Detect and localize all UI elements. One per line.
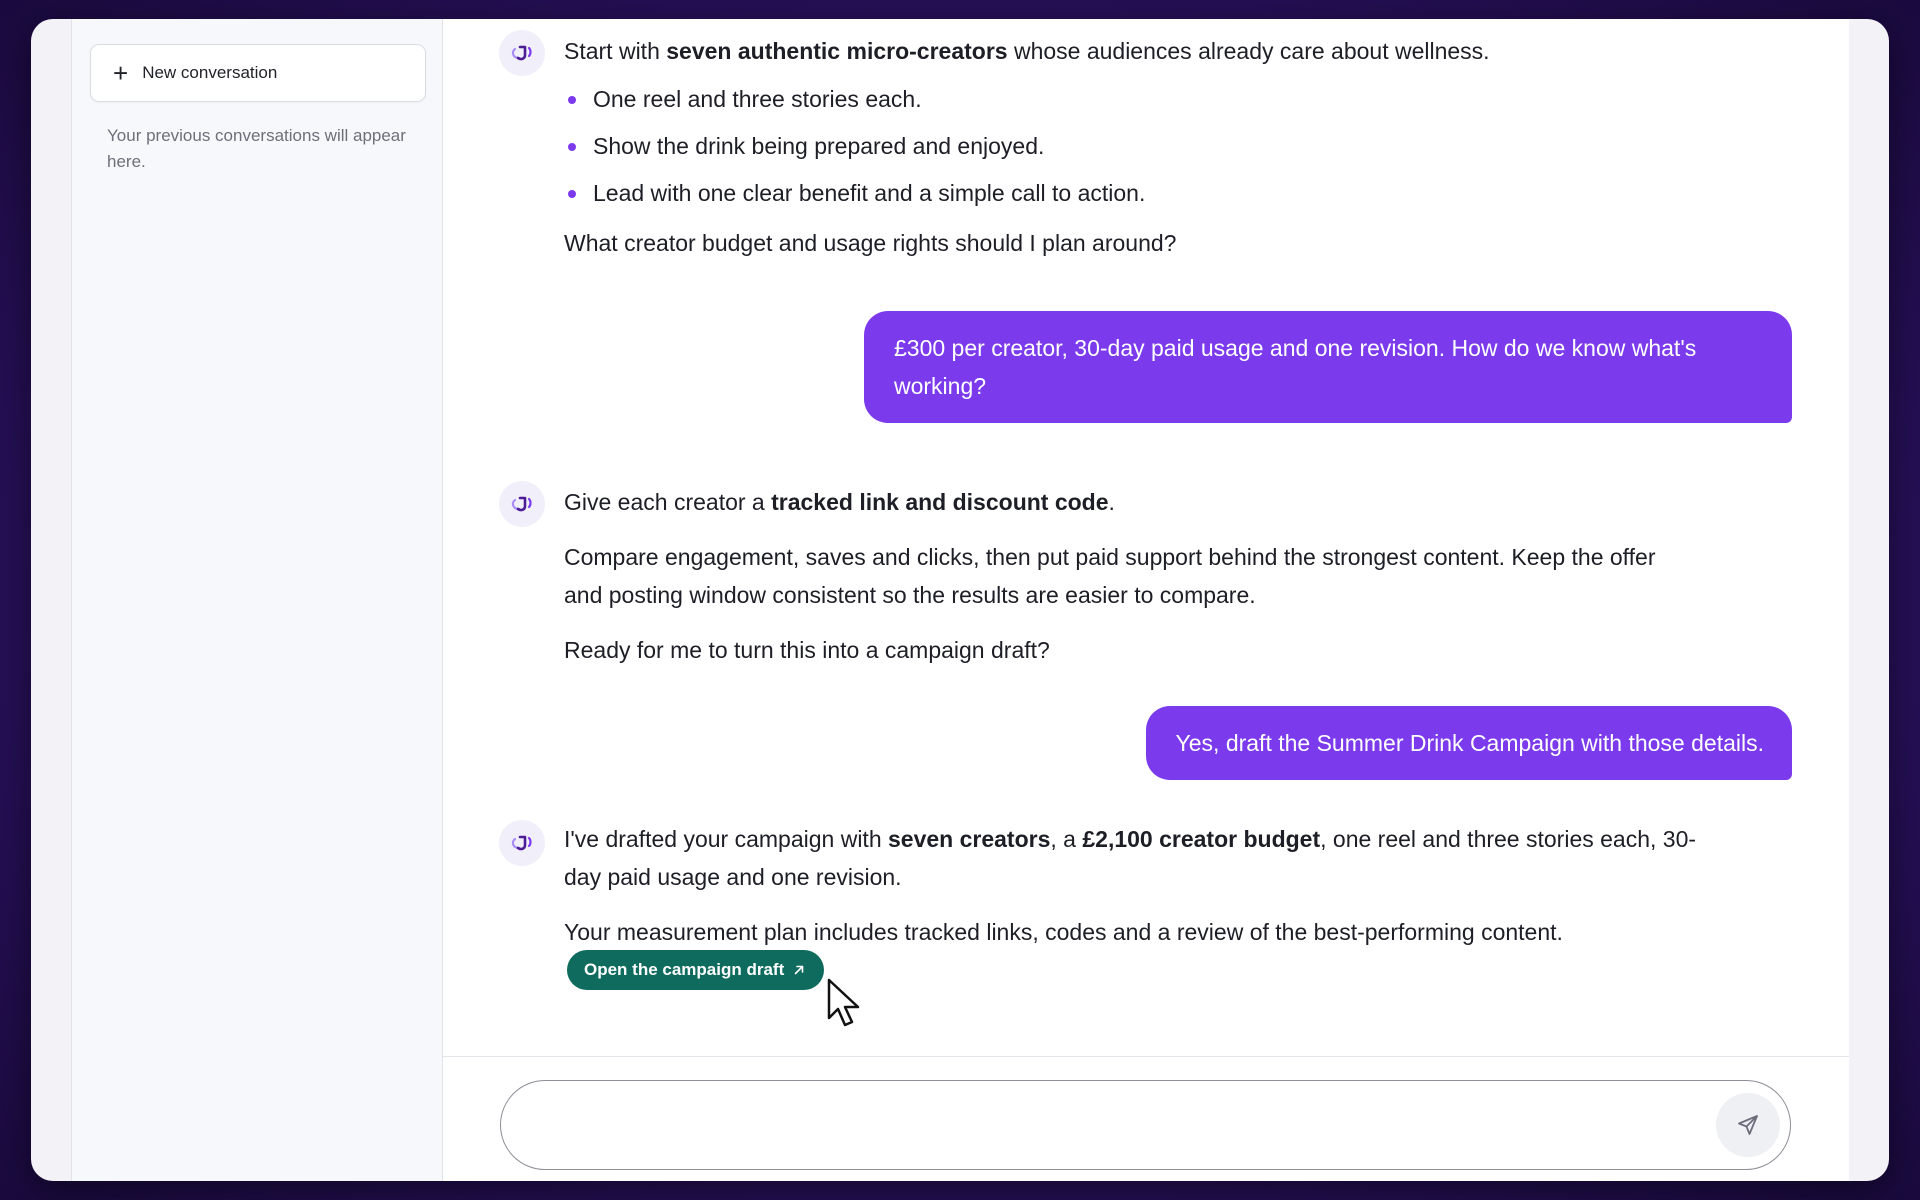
message-paragraph — [564, 483, 1734, 521]
assistant-avatar — [499, 30, 545, 76]
assistant-message — [564, 820, 1734, 968]
chat-thread — [443, 19, 1849, 1037]
composer-divider — [443, 1056, 1849, 1057]
text: , one reel and three stories each, 30-day paid usage and one revision. — [564, 826, 1697, 890]
open-campaign-draft-button[interactable] — [567, 950, 824, 990]
message-input[interactable] — [531, 1101, 1671, 1151]
message-question: Ready for me to turn this into a campaign draft? — [564, 637, 1050, 663]
user-message-text: Yes, draft the Summer Drink Campaign with those details. — [1175, 730, 1764, 756]
assistant-avatar — [499, 820, 545, 866]
empty-history-note: Your previous conversations will appear here. — [107, 126, 406, 171]
user-message-bubble — [864, 311, 1792, 423]
message-paragraph: Compare engagement, saves and clicks, then put paid support behind the strongest content. Keep the offer and posting window consistent so the results are easier to compare. — [564, 544, 1656, 608]
message-paragraph — [564, 820, 1729, 896]
sidebar — [71, 19, 443, 1181]
send-button[interactable] — [1716, 1093, 1780, 1157]
bold-text: tracked link and discount code — [771, 489, 1109, 515]
message-paragraph — [564, 32, 1734, 70]
user-message-text: £300 per creator, 30-day paid usage and one revision. How do we know what's working? — [894, 335, 1697, 399]
text: Give each creator a — [564, 489, 772, 515]
text: whose audiences already care about wellness. — [1007, 38, 1490, 64]
new-conversation-button[interactable] — [90, 44, 426, 102]
bold-text: £2,100 creator budget — [1082, 826, 1321, 852]
assistant-logo-icon — [510, 833, 534, 853]
list-item: Show the drink being prepared and enjoyed. — [564, 127, 1734, 165]
list-item: Lead with one clear benefit and a simple call to action. — [564, 174, 1734, 212]
user-message-bubble — [1146, 706, 1792, 780]
text: . — [1108, 489, 1115, 515]
new-conversation-label: New conversation — [142, 63, 278, 82]
chat-main — [443, 19, 1849, 1181]
app-window — [31, 19, 1889, 1181]
assistant-message — [564, 483, 1734, 686]
text: Start with — [564, 38, 667, 64]
bold-text: seven creators — [888, 826, 1051, 852]
bullet-list — [564, 80, 1734, 212]
text: , a — [1050, 826, 1083, 852]
assistant-logo-icon — [510, 43, 534, 63]
assistant-logo-icon — [510, 494, 534, 514]
message-composer — [500, 1080, 1791, 1170]
bold-text: seven authentic micro-creators — [666, 38, 1008, 64]
assistant-avatar — [499, 481, 545, 527]
message-paragraph: Your measurement plan includes tracked links, codes and a review of the best-performing content. — [564, 919, 1563, 945]
text: I've drafted your campaign with — [564, 826, 888, 852]
list-item: One reel and three stories each. — [564, 80, 1734, 118]
message-question: What creator budget and usage rights should I plan around? — [564, 230, 1177, 256]
assistant-message — [564, 32, 1734, 279]
send-icon — [1736, 1113, 1760, 1137]
open-campaign-draft-label: Open the campaign draft — [584, 960, 785, 979]
mouse-pointer-icon — [826, 978, 866, 1030]
arrow-up-right-icon — [793, 964, 805, 976]
plus-icon: + — [113, 58, 129, 88]
